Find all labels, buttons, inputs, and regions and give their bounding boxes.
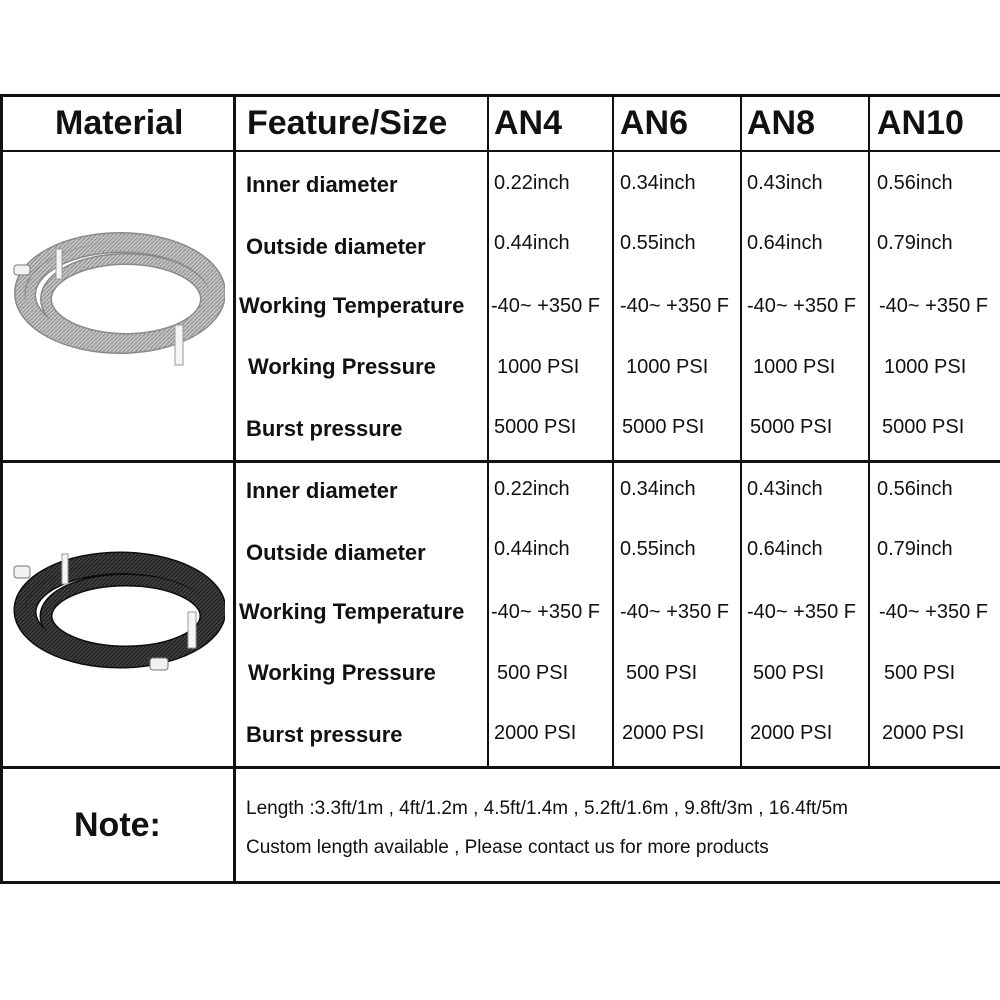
value-cell: 5000 PSI: [882, 416, 965, 438]
value-cell: 0.44inch: [494, 232, 570, 254]
table-header-divider: [0, 150, 1000, 152]
note-custom-line: Custom length available , Please contact us for more products: [246, 837, 769, 858]
black-nylon-braided-hose-icon: [10, 540, 225, 685]
value-cell: 0.44inch: [494, 538, 570, 560]
value-cell: -40~ +350 F: [620, 295, 729, 317]
value-cell: 500 PSI: [884, 662, 956, 684]
value-cell: 500 PSI: [753, 662, 825, 684]
table-an10-divider: [868, 94, 870, 768]
table-an8-divider: [740, 94, 742, 768]
value-cell: 0.43inch: [747, 478, 823, 500]
value-cell: 0.79inch: [877, 232, 953, 254]
value-cell: 5000 PSI: [494, 416, 577, 438]
feature-label: Inner diameter: [246, 172, 398, 197]
value-cell: 1000 PSI: [884, 356, 967, 378]
table-border-left: [0, 94, 3, 884]
feature-label: Working Temperature: [239, 599, 465, 624]
note-length-line: Length :3.3ft/1m , 4ft/1.2m , 4.5ft/1.4m , 5.2ft/1.6m , 9.8ft/3m , 16.4ft/5m: [246, 798, 848, 819]
value-cell: 2000 PSI: [622, 722, 705, 744]
header-an8: AN8: [747, 104, 816, 142]
value-cell: 500 PSI: [497, 662, 569, 684]
value-cell: 0.56inch: [877, 478, 953, 500]
value-cell: 0.56inch: [877, 172, 953, 194]
value-cell: -40~ +350 F: [879, 601, 988, 623]
value-cell: 0.79inch: [877, 538, 953, 560]
value-cell: 2000 PSI: [882, 722, 965, 744]
feature-label: Working Pressure: [248, 354, 436, 379]
value-cell: 0.64inch: [747, 538, 823, 560]
note-title: Note:: [74, 806, 161, 844]
value-cell: 2000 PSI: [494, 722, 577, 744]
feature-label: Inner diameter: [246, 478, 398, 503]
value-cell: 0.55inch: [620, 232, 696, 254]
header-an10: AN10: [877, 104, 964, 142]
table-border-top: [0, 94, 1000, 97]
value-cell: -40~ +350 F: [879, 295, 988, 317]
feature-label: Working Pressure: [248, 660, 436, 685]
stainless-braided-hose-icon: [10, 225, 225, 370]
header-an6: AN6: [620, 104, 689, 142]
table-feature-divider: [487, 94, 489, 768]
header-an4: AN4: [494, 104, 563, 142]
feature-label: Outside diameter: [246, 234, 426, 259]
value-cell: 5000 PSI: [622, 416, 705, 438]
value-cell: 1000 PSI: [626, 356, 709, 378]
feature-label: Outside diameter: [246, 540, 426, 565]
value-cell: 0.64inch: [747, 232, 823, 254]
value-cell: 0.34inch: [620, 172, 696, 194]
value-cell: 500 PSI: [626, 662, 698, 684]
value-cell: -40~ +350 F: [491, 295, 600, 317]
value-cell: -40~ +350 F: [747, 295, 856, 317]
table-border-bottom: [0, 881, 1000, 884]
table-section-divider: [0, 460, 1000, 463]
value-cell: -40~ +350 F: [747, 601, 856, 623]
value-cell: 0.43inch: [747, 172, 823, 194]
value-cell: 1000 PSI: [753, 356, 836, 378]
table-an6-divider: [612, 94, 614, 768]
value-cell: 1000 PSI: [497, 356, 580, 378]
header-material: Material: [55, 104, 184, 142]
value-cell: -40~ +350 F: [620, 601, 729, 623]
feature-label: Burst pressure: [246, 722, 403, 747]
header-feature-size: Feature/Size: [247, 104, 448, 142]
table-note-divider: [0, 766, 1000, 769]
feature-label: Burst pressure: [246, 416, 403, 441]
value-cell: 0.34inch: [620, 478, 696, 500]
table-material-divider: [233, 94, 236, 884]
feature-label: Working Temperature: [239, 293, 465, 318]
value-cell: 0.22inch: [494, 478, 570, 500]
value-cell: -40~ +350 F: [491, 601, 600, 623]
value-cell: 0.55inch: [620, 538, 696, 560]
value-cell: 2000 PSI: [750, 722, 833, 744]
value-cell: 5000 PSI: [750, 416, 833, 438]
value-cell: 0.22inch: [494, 172, 570, 194]
